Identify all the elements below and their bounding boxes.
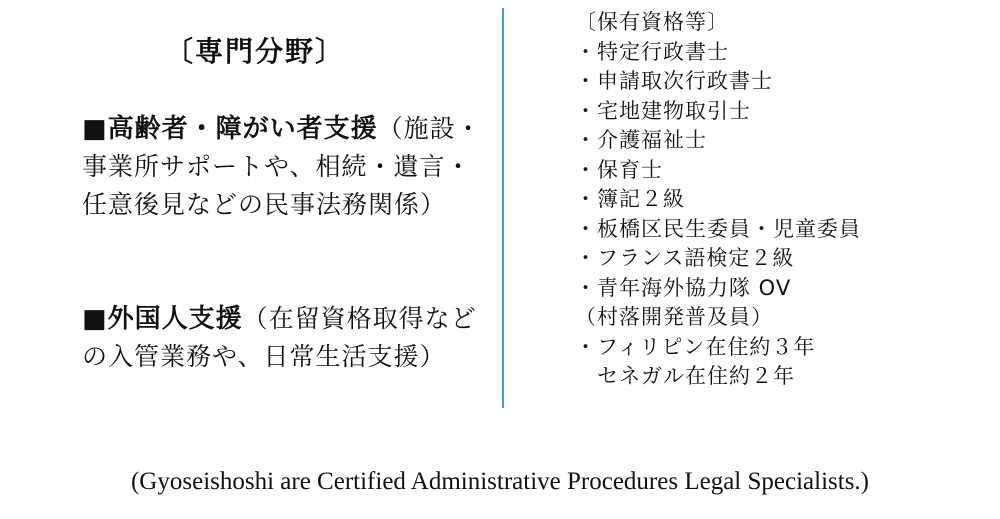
specialty-title: 〔専門分野〕 xyxy=(165,35,346,68)
qualification-item: （村落開発普及員） xyxy=(575,305,773,329)
footer-note: (Gyoseishoshi are Certified Administrative Procedures Legal Specialists.) xyxy=(130,468,869,495)
qualification-item: ・フランス語検定２級 xyxy=(575,246,795,270)
qualification-item: ・介護福祉士 xyxy=(575,128,707,152)
qualification-item: ・特定行政書士 xyxy=(575,39,729,64)
elderly-support-note: （施設・事業所サポートや、相続・遺言・任意後見などの民事法務関係） xyxy=(82,114,482,219)
elderly-support-block xyxy=(82,110,482,224)
specialty-column xyxy=(0,0,490,430)
qualification-item: ・フィリピン在住約３年 xyxy=(575,334,816,359)
qualification-item: ・宅地建物取引士 xyxy=(575,98,751,123)
qualification-item: ・保育士 xyxy=(575,157,663,182)
qualification-item: ・青年海外協力隊 OV xyxy=(575,275,792,300)
qualification-item: セネガル在住約２年 xyxy=(575,364,795,388)
foreigner-support-heading: ■外国人支援 xyxy=(82,304,243,334)
elderly-support-heading: ■高齢者・障がい者支援 xyxy=(82,114,378,144)
qualifications-title: 〔保有資格等〕 xyxy=(575,10,729,34)
foreigner-support-block xyxy=(82,300,482,376)
qualification-item: ・簿記２級 xyxy=(575,187,685,211)
foreigner-support-note: （在留資格取得などの入管業務や、日常生活支援） xyxy=(82,304,477,371)
qualifications-column xyxy=(575,8,995,392)
qualification-item: ・申請取次行政書士 xyxy=(575,69,773,93)
column-divider xyxy=(502,8,504,408)
qualification-item: ・板橋区民生委員・児童委員 xyxy=(575,216,861,241)
